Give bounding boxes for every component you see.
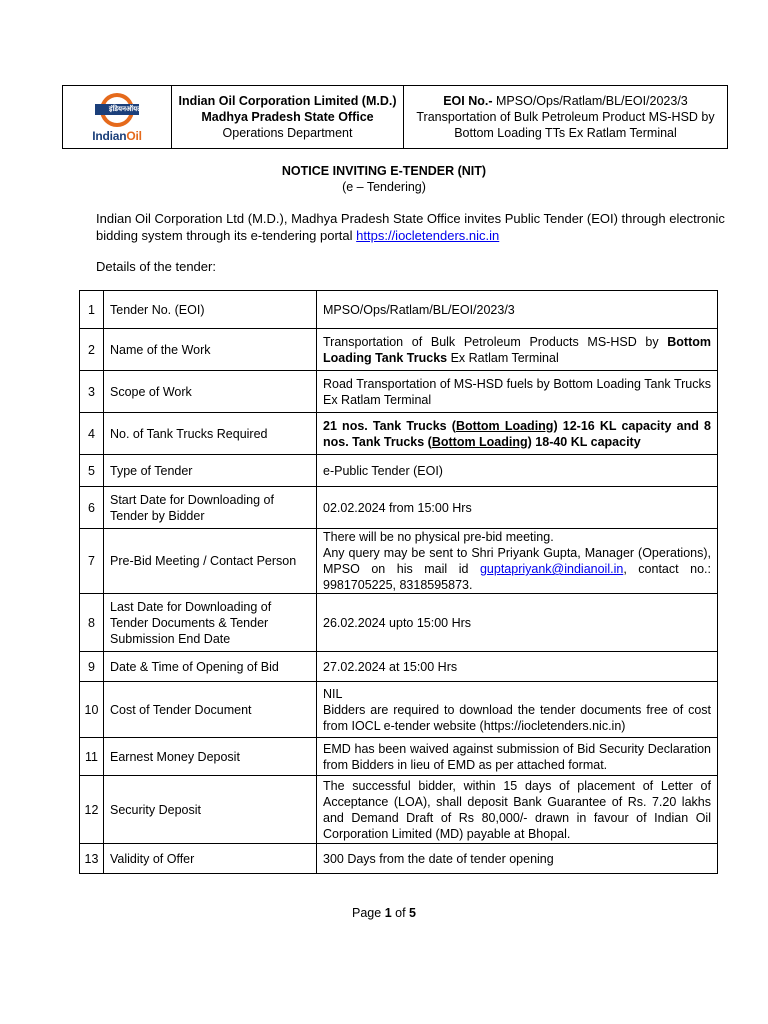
table-row (80, 529, 718, 594)
table-row (80, 413, 718, 455)
table-row (80, 455, 718, 487)
row-value: The successful bidder, within 15 days of placement of Letter of Acceptance (LOA), shall deposit Bank Guarantee of Rs. 7.20 lakhs and Demand Draft of Rs 80,000/- drawn in favour of Indian Oil Corporation Limited (MD) payable at Bhopal. (317, 776, 718, 844)
page-footer (0, 906, 768, 920)
row-number: 1 (80, 291, 104, 329)
intro-paragraph (96, 210, 726, 244)
contact-email-link[interactable]: guptapriyank@indianoil.in (479, 562, 624, 576)
table-row (80, 594, 718, 652)
portal-link[interactable]: https://iocletenders.nic.in (356, 228, 500, 243)
row-number: 7 (80, 529, 104, 594)
value-bold: Bottom Loading Tank Trucks (323, 334, 711, 365)
row-value: EMD has been waived against submission of Bid Security Declaration from Bidders in lieu of EMD as per attached format. (317, 738, 718, 776)
row-label: Scope of Work (104, 371, 317, 413)
row-number: 12 (80, 776, 104, 844)
row-number: 11 (80, 738, 104, 776)
value-underlined: Bottom Loading (431, 434, 528, 449)
eoi-number-line (443, 93, 688, 109)
table-row (80, 329, 718, 371)
row-number: 6 (80, 487, 104, 529)
table-row (80, 776, 718, 844)
page-number: 1 (384, 906, 392, 920)
logo-cell (63, 86, 172, 148)
document-header (62, 85, 728, 149)
row-label: Last Date for Downloading of Tender Documents & Tender Submission End Date (104, 594, 317, 652)
row-label: Cost of Tender Document (104, 682, 317, 738)
row-value: 27.02.2024 at 15:00 Hrs (317, 652, 718, 682)
row-label: Tender No. (EOI) (104, 291, 317, 329)
intro-text: Indian Oil Corporation Ltd (M.D.), Madhya Pradesh State Office invites Public Tender (EOI) through electronic bidding system through its e-tendering portal (96, 211, 725, 243)
row-label: Security Deposit (104, 776, 317, 844)
row-number: 10 (80, 682, 104, 738)
row-label: Name of the Work (104, 329, 317, 371)
tender-details-table (79, 290, 718, 874)
row-label: No. of Tank Trucks Required (104, 413, 317, 455)
row-label: Type of Tender (104, 455, 317, 487)
logo-word-indian: Indian (92, 128, 127, 143)
eoi-label: EOI No.- (443, 94, 493, 108)
eoi-number: MPSO/Ops/Ratlam/BL/EOI/2023/3 (492, 94, 688, 108)
row-number: 5 (80, 455, 104, 487)
value-text: ) 18-40 KL capacity (527, 434, 641, 449)
row-number: 13 (80, 844, 104, 874)
row-value (317, 682, 718, 738)
value-line: There will be no physical pre-bid meeting. (323, 530, 554, 544)
table-row (80, 738, 718, 776)
table-row (80, 291, 718, 329)
table-row (80, 371, 718, 413)
page-total: 5 (409, 906, 416, 920)
row-number: 4 (80, 413, 104, 455)
value-line: NIL (323, 686, 343, 701)
table-row (80, 844, 718, 874)
eoi-description: Transportation of Bulk Petroleum Product MS-HSD by Bottom Loading TTs Ex Ratlam Terminal (416, 110, 715, 140)
org-cell (172, 86, 404, 148)
row-label: Earnest Money Deposit (104, 738, 317, 776)
table-row (80, 487, 718, 529)
row-value: e-Public Tender (EOI) (317, 455, 718, 487)
notice-subtitle: (e – Tendering) (342, 180, 426, 194)
row-number: 9 (80, 652, 104, 682)
eoi-cell (404, 86, 727, 148)
value-line (323, 545, 711, 593)
org-department: Operations Department (222, 126, 353, 140)
value-underlined: Bottom Loading (455, 418, 554, 433)
row-value: 300 Days from the date of tender opening (317, 844, 718, 874)
value-text: 21 nos. Tank Trucks ( (323, 418, 456, 433)
table-row (80, 682, 718, 738)
page-word: Page (352, 906, 385, 920)
details-heading: Details of the tender: (96, 259, 216, 274)
row-value: 26.02.2024 upto 15:00 Hrs (317, 594, 718, 652)
value-text: Transportation of Bulk Petroleum Products MS-HSD by (323, 334, 668, 349)
logo-wordmark (92, 129, 142, 143)
row-value: Road Transportation of MS-HSD fuels by Bottom Loading Tank Trucks Ex Ratlam Terminal (317, 371, 718, 413)
value-text: ) 12-16 KL capacity and 8 nos. Tank Trucks ( (323, 418, 711, 449)
row-value: MPSO/Ops/Ratlam/BL/EOI/2023/3 (317, 291, 718, 329)
org-name: Indian Oil Corporation Limited (M.D.) (178, 94, 397, 108)
org-office: Madhya Pradesh State Office (201, 110, 374, 124)
row-number: 3 (80, 371, 104, 413)
value-text: Ex Ratlam Terminal (447, 350, 559, 365)
value-text: Any query may be sent to Shri Priyank Gupta, Manager (Operations), MPSO on his mail id (323, 546, 711, 576)
value-line: Bidders are required to download the tender documents free of cost from IOCL e-tender website (https://iocletenders.nic.in) (323, 702, 711, 733)
row-number: 8 (80, 594, 104, 652)
row-value (317, 329, 718, 371)
table-row (80, 652, 718, 682)
row-value (317, 529, 718, 594)
of-word: of (391, 906, 410, 920)
value-text: , contact no.: 9981705225, 8318595873. (323, 562, 711, 592)
row-value: 02.02.2024 from 15:00 Hrs (317, 487, 718, 529)
row-label: Date & Time of Opening of Bid (104, 652, 317, 682)
row-value (317, 413, 718, 455)
row-label: Start Date for Downloading of Tender by Bidder (104, 487, 317, 529)
notice-title: NOTICE INVITING E-TENDER (NIT) (281, 164, 487, 178)
row-label: Pre-Bid Meeting / Contact Person (104, 529, 317, 594)
logo-word-oil: Oil (126, 128, 142, 143)
row-number: 2 (80, 329, 104, 371)
logo-devanagari-text: इंडियनऑयल (109, 106, 142, 113)
row-label: Validity of Offer (104, 844, 317, 874)
